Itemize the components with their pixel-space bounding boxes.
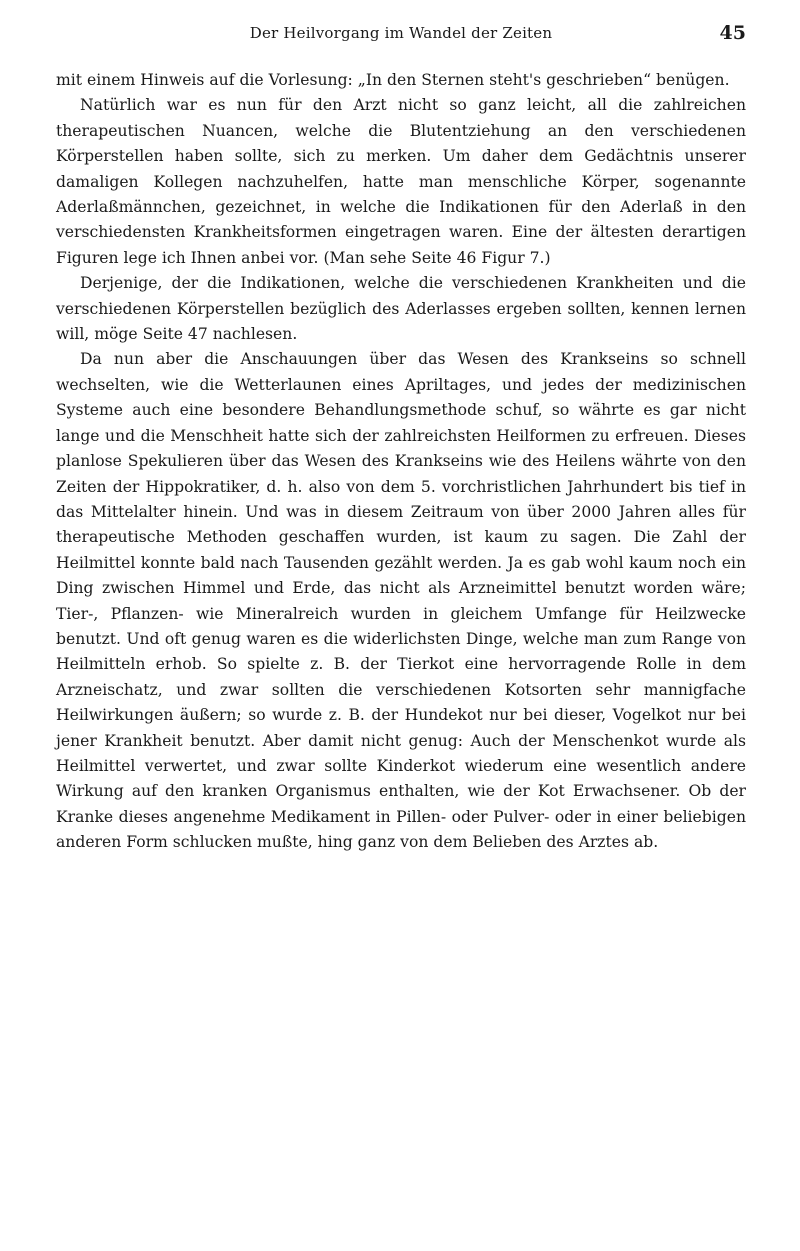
book-page: [56, 22, 746, 856]
running-title: Der Heilvorgang im Wandel der Zeiten: [249, 24, 553, 42]
running-header: [56, 22, 746, 52]
body-text: [56, 68, 746, 856]
page-number: 45: [719, 22, 746, 44]
paragraph: Natürlich war es nun für den Arzt nicht so ganz leicht, all die zahlreichen therapeutischen Nuancen, welche die Blutentziehung an den verschiedenen Körperstellen haben sollte, sich zu merken. Um daher dem Gedächtnis unserer damaligen Kollegen nachzuhelfen, hatte man menschliche Körper, sogenannte Aderlaßmännchen, gezeichnet, in welche die Indikationen für den Aderlaß in den verschiedensten Krankheitsformen eingetragen waren. Eine der ältesten derartigen Figuren lege ich Ihnen anbei vor. (Man sehe Seite 46 Figur 7.): [56, 96, 746, 267]
paragraph: Da nun aber die Anschauungen über das Wesen des Krankseins so schnell wechselten, wie die Wetterlaunen eines Apriltages, und jedes der medizinischen Systeme auch eine besondere Behandlungsmethode schuf, so währte es gar nicht lange und die Menschheit hatte sich der zahlreichsten Heilformen zu erfreuen. Dieses planlose Spekulieren über das Wesen des Krankseins wie des Heilens währte von den Zeiten der Hippokratiker, d. h. also von dem 5. vorchristlichen Jahrhundert bis tief in das Mittelalter hinein. Und was in diesem Zeitraum von über 2000 Jahren alles für therapeutische Methoden geschaffen wurden, ist kaum zu sagen. Die Zahl der Heilmittel konnte bald nach Tausenden gezählt werden. Ja es gab wohl kaum noch ein Ding zwischen Himmel und Erde, das nicht als Arzneimittel benutzt worden wäre; Tier-, Pflanzen- wie Mineralreich wurden in gleichem Umfange für Heilzwecke benutzt. Und oft genug waren es die widerlichsten Dinge, welche man zum Range von Heilmitteln erhob. So spielte z. B. der Tierkot eine hervorragende Rolle in dem Arzneischatz, und zwar sollten die verschiedenen Kotsorten sehr mannigfache Heilwirkungen äußern; so wurde z. B. der Hundekot nur bei dieser, Vogelkot nur bei jener Krankheit benutzt. Aber damit nicht genug: Auch der Menschenkot wurde als Heilmittel verwertet, und zwar sollte Kinderkot wiederum eine wesentlich andere Wirkung auf den kranken Organismus enthalten, wie der Kot Erwachsener. Ob der Kranke dieses angenehme Medikament in Pillen- oder Pulver- oder in einer beliebigen anderen Form schlucken mußte, hing ganz von dem Belieben des Arztes ab.: [56, 350, 746, 852]
paragraph: mit einem Hinweis auf die Vorlesung: „In den Sternen steht's geschrieben“ benügen.: [56, 71, 730, 89]
paragraph: Derjenige, der die Indikationen, welche die verschiedenen Krankheiten und die verschiedenen Körperstellen bezüglich des Aderlasses ergeben sollten, kennen lernen will, möge Seite 47 nachlesen.: [56, 274, 746, 344]
